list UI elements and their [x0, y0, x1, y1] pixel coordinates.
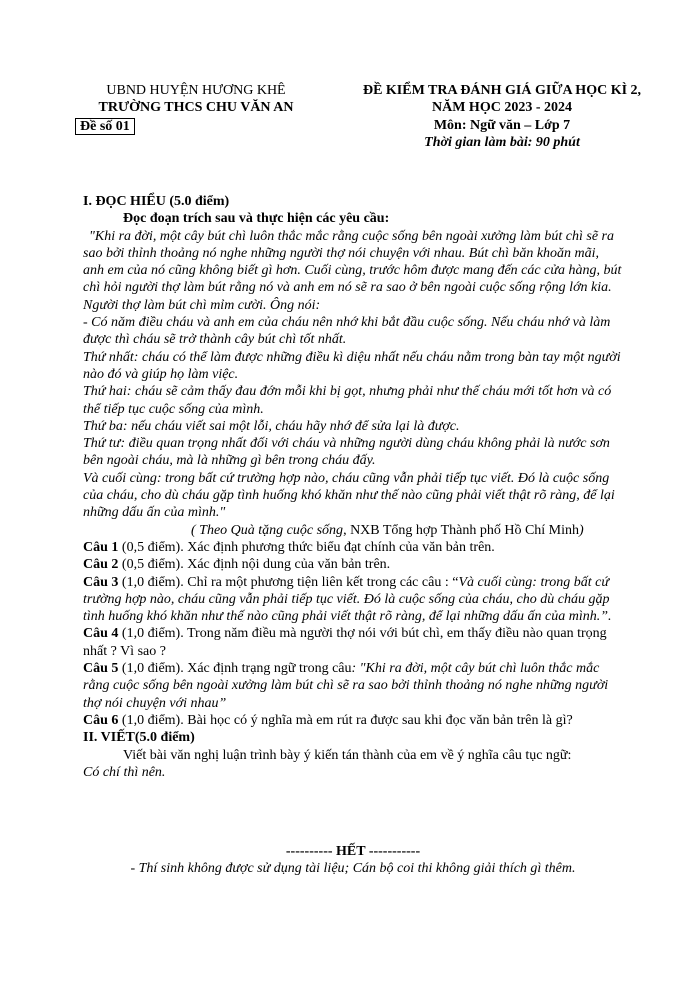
subject: Môn: Ngữ văn – Lớp 7 [433, 117, 571, 133]
passage-paragraph: Thứ ba: nếu cháu viết sai một lỗi, cháu hãy nhớ để sửa lại là được. [83, 418, 460, 434]
section2-prompt: Viết bài văn nghị luận trình bày ý kiến tán thành của em về ý nghĩa câu tục ngữ: [123, 747, 572, 763]
exam-code: Đề số 01 [80, 119, 130, 134]
section2-title: II. VIẾT(5.0 điểm) [83, 730, 195, 746]
question-4: Câu 4 (1,0 điểm). Trong năm điều mà người thợ nói với bút chì, em thấy điều nào quan trọng nhất ? Vì sao ? [83, 626, 607, 659]
passage [83, 228, 623, 522]
passage-paragraph: Người thợ làm bút chì mỉm cười. Ông nói: [83, 297, 321, 313]
passage-paragraph: Thứ tư: điều quan trọng nhất đối với cháu và những người dùng cháu không phải là nước sơn bên ngoài cháu, mà là những gì bên trong cháu đấy. [83, 436, 610, 469]
passage-paragraph: - Có năm điều cháu và anh em của cháu nên nhớ khi bắt đầu cuộc sống. Nếu cháu nhớ và làm được thì cháu sẽ trở thành cây bút chì tốt nhất. [83, 315, 611, 348]
header-right [344, 82, 660, 151]
source-title: Quà tặng cuộc sống [230, 522, 344, 538]
exam-title: ĐỀ KIỂM TRA ĐÁNH GIÁ GIỮA HỌC KÌ 2, [362, 83, 642, 98]
section1-title: I. ĐỌC HIỂU (5.0 điểm) [83, 194, 230, 209]
section-reading [83, 193, 623, 781]
source-citation: ( Theo Quà tặng cuộc sống, NXB Tổng hợp Thành phố Hồ Chí Minh) [191, 522, 584, 538]
district-name: UBND HUYỆN HƯƠNG KHÊ [106, 83, 286, 98]
question-2: Câu 2 (0,5 điểm). Xác định nội dung của văn bản trên. [83, 557, 391, 573]
passage-paragraph: "Khi ra đời, một cây bút chì luôn thắc mắc rằng cuộc sống bên ngoài xưởng làm bút chì sẽ ra sao bởi thỉnh thoảng nó nghe những người thợ nói chuyện với nhau. Bút chì băn khoăn mãi, anh em của nó cũng không biết gì hơn. Cuối cùng, trước hôm được mang đến các cửa hàng, bút chì hỏi người thợ làm bút rằng nó và anh em nó sẽ ra sao ở bên ngoài cuộc sống rộng lớn kia. [83, 228, 622, 296]
section1-instruction: Đọc đoạn trích sau và thực hiện các yêu cầu: [123, 211, 390, 227]
school-name: TRƯỜNG THCS CHU VĂN AN [98, 100, 294, 116]
end-marker: ---------- HẾT ----------- [285, 844, 421, 859]
passage-paragraph: Thứ hai: cháu sẽ cảm thấy đau đớn mỗi khi bị gọt, nhưng phải như thế cháu mới tốt hơn và có thể tiếp tục cuộc sống của mình. [83, 384, 612, 417]
footer [83, 843, 623, 878]
header-left [78, 82, 314, 117]
question-1: Câu 1 (0,5 điểm). Xác định phương thức biểu đạt chính của văn bản trên. [83, 539, 495, 555]
passage-paragraph: Thứ nhất: cháu có thể làm được những điều kì diệu nhất nếu cháu nằm trong bàn tay một người nào đó và giúp họ làm việc. [83, 349, 621, 382]
duration: Thời gian làm bài: 90 phút [424, 134, 580, 150]
footer-note: - Thí sinh không được sử dụng tài liệu; Cán bộ coi thi không giải thích gì thêm. [130, 861, 576, 877]
proverb: Có chí thì nên. [83, 764, 166, 780]
question-3: Câu 3 (1,0 điểm). Chỉ ra một phương tiện liên kết trong các câu : “Và cuối cùng: trong bất cứ trường hợp nào, cháu cũng vẫn phải tiếp tục viết. Đó là cuộc sống của cháu, cho dù cháu gặp tình huống khó khăn như thế nào cũng phải viết thật rõ ràng, để lại những dấu ấn của mình.”. [83, 574, 612, 625]
exam-code-box [75, 118, 135, 135]
school-year: NĂM HỌC 2023 - 2024 [432, 100, 572, 116]
question-6: Câu 6 (1,0 điểm). Bài học có ý nghĩa mà em rút ra được sau khi đọc văn bản trên là gì? [83, 712, 573, 728]
question-5: Câu 5 (1,0 điểm). Xác định trạng ngữ trong câu: "Khi ra đời, một cây bút chì luôn thắc mắc rằng cuộc sống bên ngoài xưởng làm bút chì sẽ ra sao bởi thỉnh thoảng nó nghe những người thợ nói chuyện với nhau” [83, 661, 609, 711]
passage-paragraph: Và cuối cùng: trong bất cứ trường hợp nào, cháu cũng vẫn phải tiếp tục viết. Đó là cuộc sống của cháu, cho dù cháu gặp tình huống khó khăn như thế nào cũng phải viết thật rõ ràng, để lại những dấu ấn của mình." [83, 470, 615, 521]
